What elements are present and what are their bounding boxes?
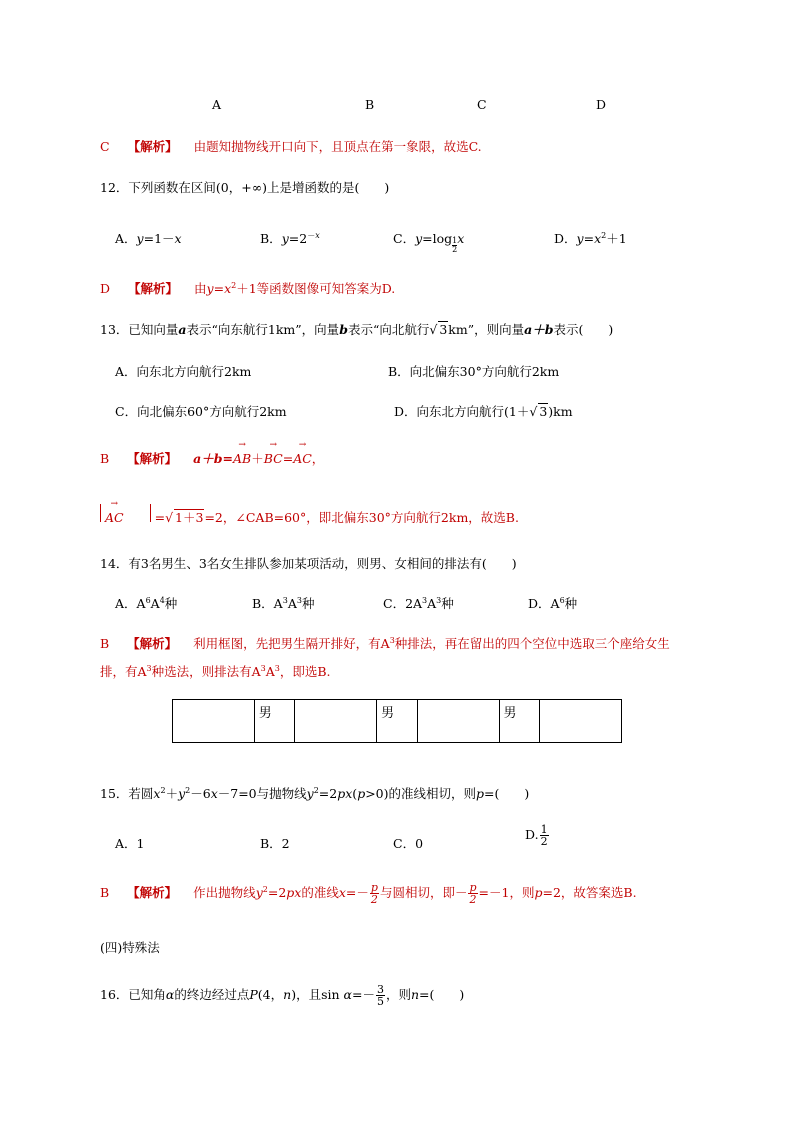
seat-arrangement-table	[172, 699, 622, 743]
q13-analysis-tag: 【解析】	[127, 451, 178, 466]
q13-option-d: D．向东北方向航行(1＋√ 3)km	[394, 404, 573, 419]
q11-explanation: 由题知抛物线开口向下，且顶点在第一象限，故选C.	[193, 139, 482, 154]
q13-answer: B	[100, 451, 110, 466]
q11-option-b: B	[365, 97, 375, 112]
q13-stem: 13．已知向量a表示“向东航行1km”，向量b表示“向北航行√ 3km”，则向量a＋b表示( )	[100, 322, 614, 337]
seat-cell	[540, 700, 622, 743]
q15-analysis-tag: 【解析】	[127, 885, 178, 900]
q12-explanation: 由$y=x^2+1$等函数图像可知答案为D.	[194, 280, 396, 296]
q13-option-a: A．向东北方向航行2km	[115, 364, 252, 379]
seat-cell: 男	[499, 700, 540, 743]
q11-option-a: A	[212, 97, 222, 112]
q11-option-d: D	[596, 97, 607, 112]
q13-option-b: B．向北偏东30°方向航行2km	[388, 364, 560, 379]
q14-option-a: A．$A^6A^4$种	[115, 595, 178, 611]
q11-analysis-tag: 【解析】	[127, 139, 178, 154]
q15-explanation: 作出抛物线$y^2=2px$的准线x=－ $\frac{p}{2}$ 与圆相切，即－ $\frac{p}{2}$ =－1，则p=2，故答案选B.	[193, 881, 637, 906]
q15-option-b: B．2	[260, 836, 290, 851]
q14-explanation-2: 排，有$A^3$种选法，则排法有$A^3A^3$，即选B.	[100, 663, 331, 679]
seat-cell	[295, 700, 377, 743]
q12-stem: 12．下列函数在区间(0，+∞)上是增函数的是( )	[100, 180, 390, 195]
q12-option-a: A．y=1－x	[115, 231, 182, 246]
q12-analysis-tag: 【解析】	[128, 281, 179, 296]
q14-option-d: D．$A^6$种	[528, 595, 578, 611]
q15-answer-line	[100, 882, 637, 905]
vector-ac-magnitude: → AC	[105, 510, 124, 525]
q11-answer: C	[100, 139, 110, 154]
q12-answer-line	[100, 279, 395, 297]
vector-ab: → AB	[233, 451, 251, 466]
q12-option-b: B．$y=2^{-x}$	[260, 230, 320, 246]
seat-cell: 男	[377, 700, 418, 743]
q14-analysis-tag: 【解析】	[127, 636, 178, 651]
vector-ac: → AC	[293, 451, 312, 466]
q15-option-c: C．0	[393, 836, 424, 851]
q14-explanation-1: 利用框图，先把男生隔开排好，有$A^3$种排法，再在留出的四个空位中选取三个座给女生	[193, 635, 670, 651]
vector-bc: → BC	[264, 451, 283, 466]
q11-option-c: C	[477, 97, 487, 112]
q15-option-d: D. $\frac{1}{2}$	[525, 823, 548, 848]
q13-option-c: C．向北偏东60°方向航行2km	[115, 404, 287, 419]
q14-answer: B	[100, 636, 110, 651]
section-heading: (四)特殊法	[100, 940, 160, 955]
q12-option-d: D．$y=x^2+1$	[554, 230, 627, 246]
q15-stem: 15．若圆$x^2+y^2-6x-7=0$与抛物线$y^2=2px(p>0)$的准线相切，则p=( )	[100, 785, 530, 801]
q14-option-b: B．$A^3A^3$种	[252, 595, 315, 611]
q14-answer-line	[100, 634, 670, 652]
q14-option-c: C．$2A^3A^3$种	[383, 595, 454, 611]
q15-option-a: A．1	[115, 836, 145, 851]
q16-stem: 16．已知角α的终边经过点P(4，n)，且sin α=－ $\frac{3}{5}$ ，则n=( )	[100, 983, 465, 1008]
q13-explanation-line1: a＋b=	[193, 451, 233, 466]
q11-answer-line	[100, 137, 482, 155]
q12-option-c: C．y=log $\frac{1}{2}$ x	[393, 231, 465, 254]
seat-cell: 男	[254, 700, 295, 743]
q13-answer-line: B 【解析】 a＋b=→ AB＋→ BC=→ AC，	[100, 449, 324, 467]
q14-stem: 14．有3名男生、3名女生排队参加某项活动，则男、女相间的排法有( )	[100, 556, 517, 571]
seat-cell	[417, 700, 499, 743]
q12-answer: D	[100, 281, 111, 296]
q15-answer: B	[100, 885, 110, 900]
seat-cell	[173, 700, 255, 743]
q13-explanation-line2: → AC =√ 1＋3=2，∠CAB=60°，即北偏东30°方向航行2km，故选B.	[100, 504, 519, 526]
